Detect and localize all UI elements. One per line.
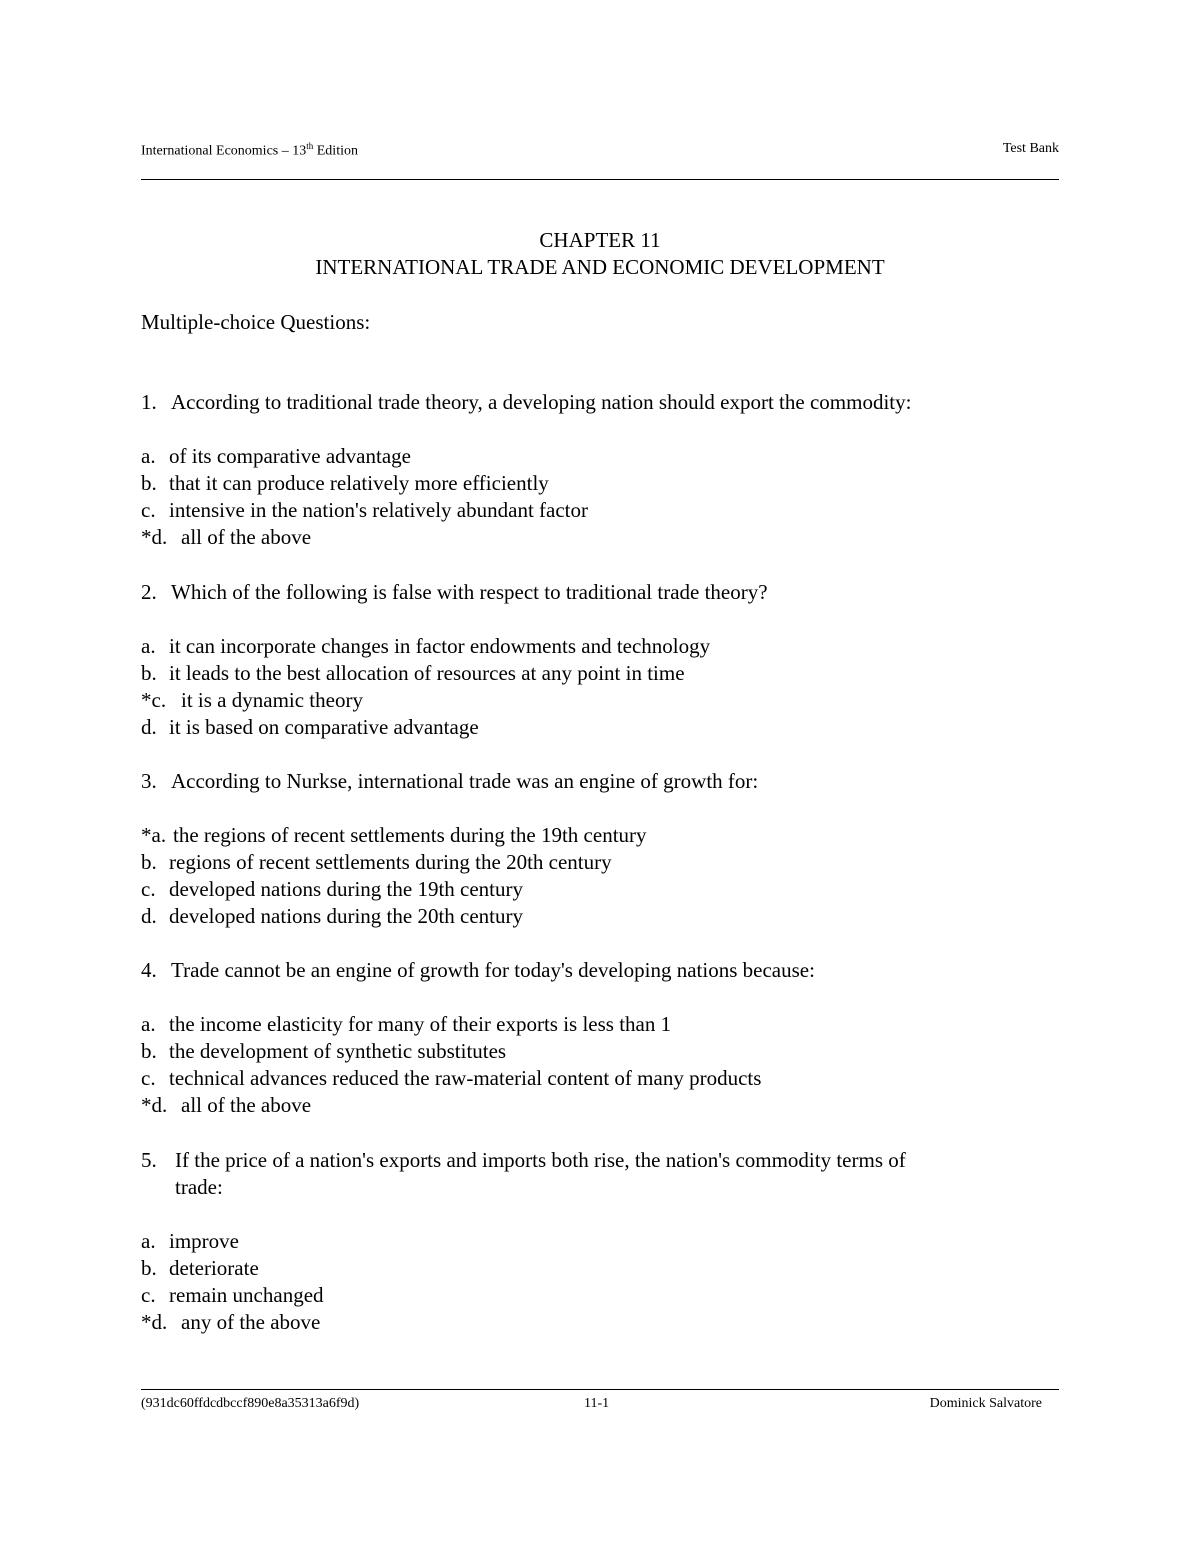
question-text: Trade cannot be an engine of growth for today's developing nations because: — [171, 958, 815, 982]
question-4-options — [141, 1011, 1041, 1119]
question-number: 1. — [141, 390, 157, 414]
section-label: Multiple-choice Questions: — [141, 310, 371, 334]
question-text: According to traditional trade theory, a developing nation should export the commodity: — [171, 390, 912, 414]
footer-page-number: 11-1 — [584, 1396, 610, 1411]
option: c. intensive in the nation's relatively abundant factor — [141, 498, 588, 522]
option: c. remain unchanged — [141, 1283, 324, 1307]
option: b. the development of synthetic substitutes — [141, 1039, 507, 1063]
option-correct: *d. all of the above — [141, 525, 312, 549]
question-3 — [141, 768, 1041, 795]
question-number: 3. — [141, 769, 157, 793]
footer-document-id: (931dc60ffdcdbccf890e8a35313a6f9d) — [141, 1396, 360, 1411]
question-number: 2. — [141, 580, 157, 604]
header-divider — [141, 179, 1059, 180]
header-book-title: International Economics – 13th Edition — [141, 141, 358, 159]
question-text: Which of the following is false with respect to traditional trade theory? — [171, 580, 768, 604]
question-number: 5. — [141, 1148, 157, 1172]
header-test-bank: Test Bank — [1002, 141, 1059, 156]
footer-divider — [141, 1389, 1059, 1390]
option: c. developed nations during the 19th century — [141, 877, 523, 901]
question-text: According to Nurkse, international trade was an engine of growth for: — [171, 769, 759, 793]
question-number: 4. — [141, 958, 157, 982]
option-correct: *a. the regions of recent settlements during the 19th century — [141, 823, 647, 847]
question-5-options — [141, 1228, 1041, 1336]
question-text-continued: trade: — [175, 1175, 223, 1199]
question-text: If the price of a nation's exports and imports both rise, the nation's commodity terms of — [175, 1148, 906, 1172]
question-2-options — [141, 633, 1041, 741]
option-correct: *d. all of the above — [141, 1093, 312, 1117]
question-4 — [141, 957, 1041, 984]
question-2 — [141, 579, 1041, 606]
option: b. regions of recent settlements during the 20th century — [141, 850, 612, 874]
question-1-options — [141, 443, 1041, 551]
footer-author: Dominick Salvatore — [929, 1396, 1042, 1411]
option: a. the income elasticity for many of their exports is less than 1 — [141, 1012, 672, 1036]
option: b. it leads to the best allocation of resources at any point in time — [141, 661, 685, 685]
option: a. improve — [141, 1229, 239, 1253]
option: a. of its comparative advantage — [141, 444, 411, 468]
option: c. technical advances reduced the raw-material content of many products — [141, 1066, 762, 1090]
option-correct: *c. it is a dynamic theory — [141, 688, 363, 712]
option: d. it is based on comparative advantage — [141, 715, 479, 739]
option: d. developed nations during the 20th century — [141, 904, 523, 928]
option: a. it can incorporate changes in factor endowments and technology — [141, 634, 711, 658]
option: b. deteriorate — [141, 1256, 259, 1280]
option-correct: *d. any of the above — [141, 1310, 321, 1334]
question-5 — [141, 1147, 1041, 1201]
chapter-title: INTERNATIONAL TRADE AND ECONOMIC DEVELOPMENT — [315, 255, 885, 279]
question-3-options — [141, 822, 1041, 930]
question-1 — [141, 389, 1041, 416]
chapter-number: CHAPTER 11 — [539, 228, 661, 252]
option: b. that it can produce relatively more efficiently — [141, 471, 549, 495]
